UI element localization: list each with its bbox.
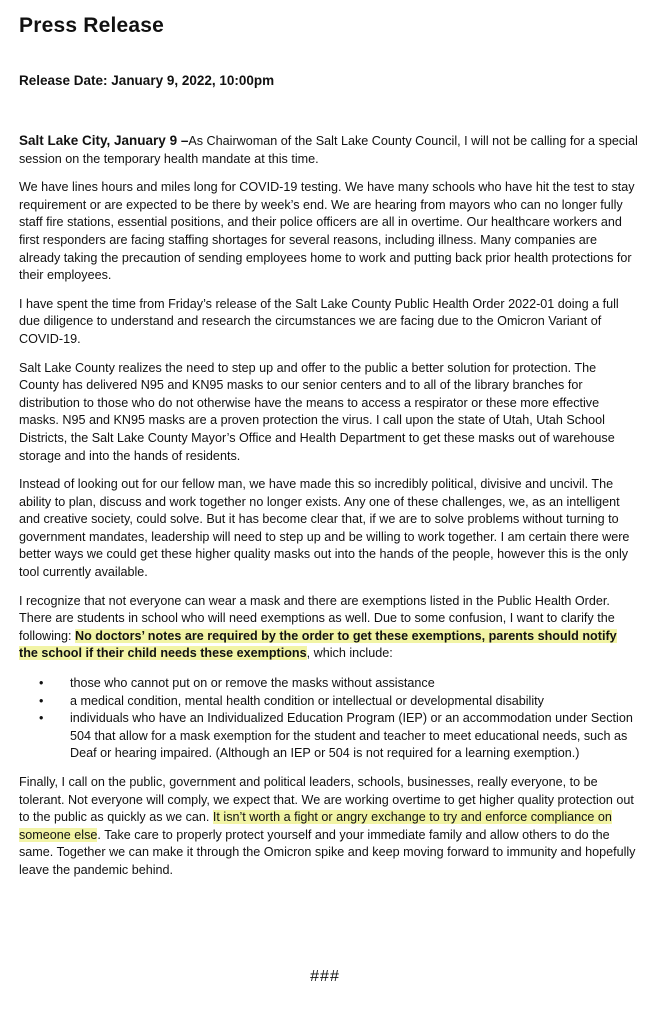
bullet-icon: • xyxy=(39,693,44,708)
paragraph-intro xyxy=(19,132,639,168)
exemptions-highlight: No doctors’ notes are required by the order to get these exemptions, parents should notify the school if their child needs these exemptions xyxy=(19,628,617,661)
bullet-icon: • xyxy=(39,676,44,691)
exemptions-tail: , which include: xyxy=(306,646,393,661)
list-item-text: individuals who have an Individualized Education Program (IEP) or an accommodation under Section 504 that allow for a mask exemption for the student and teacher to meet educational needs, such as Deaf or hearing impaired. (Although an IEP or 504 is not required for a learning exemption.) xyxy=(70,711,633,761)
paragraph-political: Instead of looking out for our fellow man, we have made this so incredibly political, divisive and uncivil. The ability to plan, discuss and work together no longer exists. Any one of these challenges, we, as an intelligent and creative society, could solve. But it has become clear that, if we are to solve problems without turning to government mandates, leadership will need to step up and be willing to work together. I am certain there were better ways we could get these higher quality masks out into the hands of the people, however this is the only tool currently available. xyxy=(19,477,630,580)
end-mark: ### xyxy=(310,968,340,985)
closing-tail: . Take care to properly protect yourself and your immediate family and allow others to do the same. Together we can make it through the Omicron spike and keep moving forward to immunity and hopefully leave the pandemic behind. xyxy=(19,827,636,877)
paragraph-testing: We have lines hours and miles long for COVID-19 testing. We have many schools who have hit the test to stay requirement or are expected to be there by week’s end. We are hearing from mayors who can no longer fully staff fire stations, essential positions, and their police officers are all in overtime. Our healthcare workers and first responders are facing staffing shortages for several reasons, including illness. Many companies are already taking the precaution of sending employees home to work and putting back prior health protections for their employees. xyxy=(19,180,635,283)
list-item-text: those who cannot put on or remove the masks without assistance xyxy=(70,676,435,691)
list-item xyxy=(19,675,639,693)
release-body xyxy=(19,132,639,891)
paragraph-closing xyxy=(19,774,639,880)
closing-text: Finally, I call on the public, government and political leaders, schools, businesses, really everyone, to be tolerant. Not everyone will comply, we expect that. We are working overtime to get higher quality protection out to the public as quickly as we can. xyxy=(19,775,634,825)
exemptions-text: I recognize that not everyone can wear a mask and there are exemptions listed in the Public Health Order. There are students in school who will need exemptions as well. Due to some confusion, I want to clarify the following: xyxy=(19,593,615,643)
intro-text: As Chairwoman of the Salt Lake County Council, I will not be calling for a special session on the temporary health mandate at this time. xyxy=(19,134,638,166)
paragraph-due-diligence: I have spent the time from Friday’s release of the Salt Lake County Public Health Order 2022-01 doing a full due diligence to understand and research the circumstances we are facing due to the Omicron Variant of COVID-19. xyxy=(19,296,619,346)
paragraph-exemptions xyxy=(19,593,639,663)
paragraph-masks: Salt Lake County realizes the need to step up and offer to the public a better solution for protection. The County has delivered N95 and KN95 masks to our senior centers and to all of the library branches for distribution to those who do not otherwise have the means to access a respirator or these more effective masks. N95 and KN95 masks are a proven protection the virus. I call upon the state of Utah, Utah School Districts, the Salt Lake County Mayor’s Office and Health Department to get these masks out of warehouse storage and into the hands of residents. xyxy=(19,360,615,463)
page-title: Press Release xyxy=(19,14,165,37)
list-item xyxy=(19,693,639,711)
exemption-list xyxy=(19,675,639,763)
bullet-icon: • xyxy=(39,711,44,726)
release-date: Release Date: January 9, 2022, 10:00pm xyxy=(19,73,275,88)
list-item xyxy=(19,710,639,763)
list-item-text: a medical condition, mental health condition or intellectual or developmental disability xyxy=(70,693,544,708)
dateline: Salt Lake City, January 9 – xyxy=(19,133,189,148)
closing-highlight: It isn’t worth a fight or angry exchange to try and enforce compliance on someone else xyxy=(19,810,612,842)
